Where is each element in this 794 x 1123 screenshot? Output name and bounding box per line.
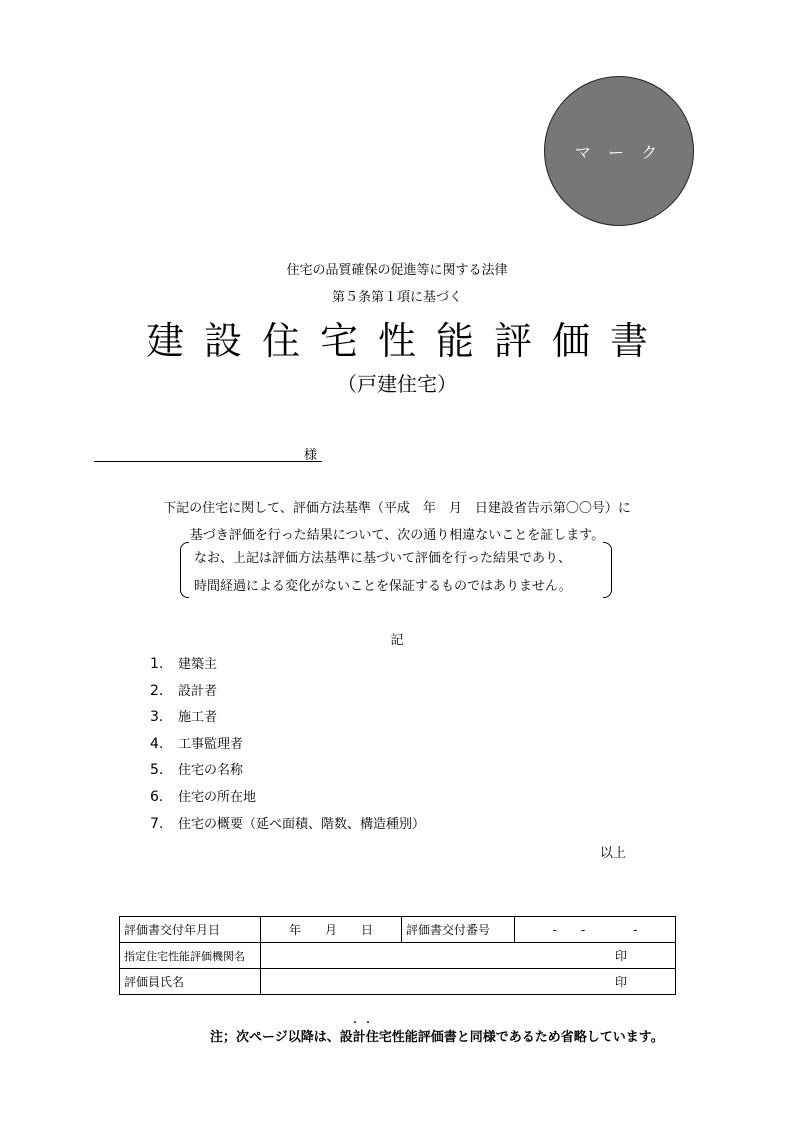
agency-field[interactable]: 印 bbox=[261, 943, 676, 969]
disclaimer-line2: 時間経過による変化がないことを保証するものではありません。 bbox=[194, 579, 572, 594]
table-row bbox=[120, 917, 676, 943]
agency-label: 指定住宅性能評価機関名 bbox=[120, 943, 261, 969]
mark-label: マ ー ク bbox=[574, 143, 664, 162]
ki-heading: 記 bbox=[390, 633, 404, 648]
disclaimer-note bbox=[180, 542, 612, 598]
issue-date-field[interactable]: 年 月 日 bbox=[261, 917, 402, 943]
disclaimer-line1: なお、上記は評価方法基準に基づいて評価を行った結果であり、 bbox=[194, 551, 572, 566]
law-article: 第５条第１項に基づく bbox=[331, 290, 462, 305]
list-item: 1. 建築主 bbox=[150, 656, 218, 672]
list-item: 5. 住宅の名称 bbox=[150, 762, 244, 779]
footnote: 注；次ページ以降は、設計住宅性能評価書と同様であるため省略しています。 bbox=[210, 1030, 664, 1045]
table-row bbox=[120, 943, 676, 969]
issue-number-field[interactable]: - - - bbox=[515, 917, 676, 943]
issue-number-label: 評価書交付番号 bbox=[402, 917, 515, 943]
issue-date-label: 評価書交付年月日 bbox=[120, 917, 261, 943]
list-item: 6. 住宅の所在地 bbox=[150, 788, 257, 805]
document-subtitle: （戸建住宅） bbox=[337, 372, 457, 396]
document-title: 建設住宅性能評価書 bbox=[145, 319, 668, 363]
list-item: 2. 設計者 bbox=[150, 682, 218, 699]
evaluator-field[interactable]: 印 bbox=[261, 969, 676, 995]
item-list bbox=[150, 654, 425, 840]
list-item: 7. 住宅の概要（延べ面積、階数、構造種別） bbox=[150, 815, 426, 832]
mark-placeholder bbox=[544, 76, 694, 226]
evaluator-label: 評価員氏名 bbox=[120, 969, 261, 995]
law-name: 住宅の品質確保の促進等に関する法律 bbox=[286, 263, 508, 278]
addressee-suffix: 様 bbox=[304, 448, 318, 463]
issuance-table bbox=[119, 916, 676, 995]
list-item: 4. 工事監理者 bbox=[150, 735, 244, 752]
certification-paragraph-line1: 下記の住宅に関して、評価方法基準（平成 年 月 日建設省告示第〇〇号）に bbox=[163, 501, 631, 516]
closing-ijo: 以上 bbox=[600, 846, 627, 861]
addressee-line bbox=[94, 461, 322, 462]
table-row bbox=[120, 969, 676, 995]
list-item: 3. 施工者 bbox=[150, 709, 218, 726]
emphasis-dots: ・・ bbox=[350, 1018, 376, 1029]
certification-paragraph-line2: 基づき評価を行った結果について、次の通り相違ないことを証します。 bbox=[189, 528, 605, 543]
